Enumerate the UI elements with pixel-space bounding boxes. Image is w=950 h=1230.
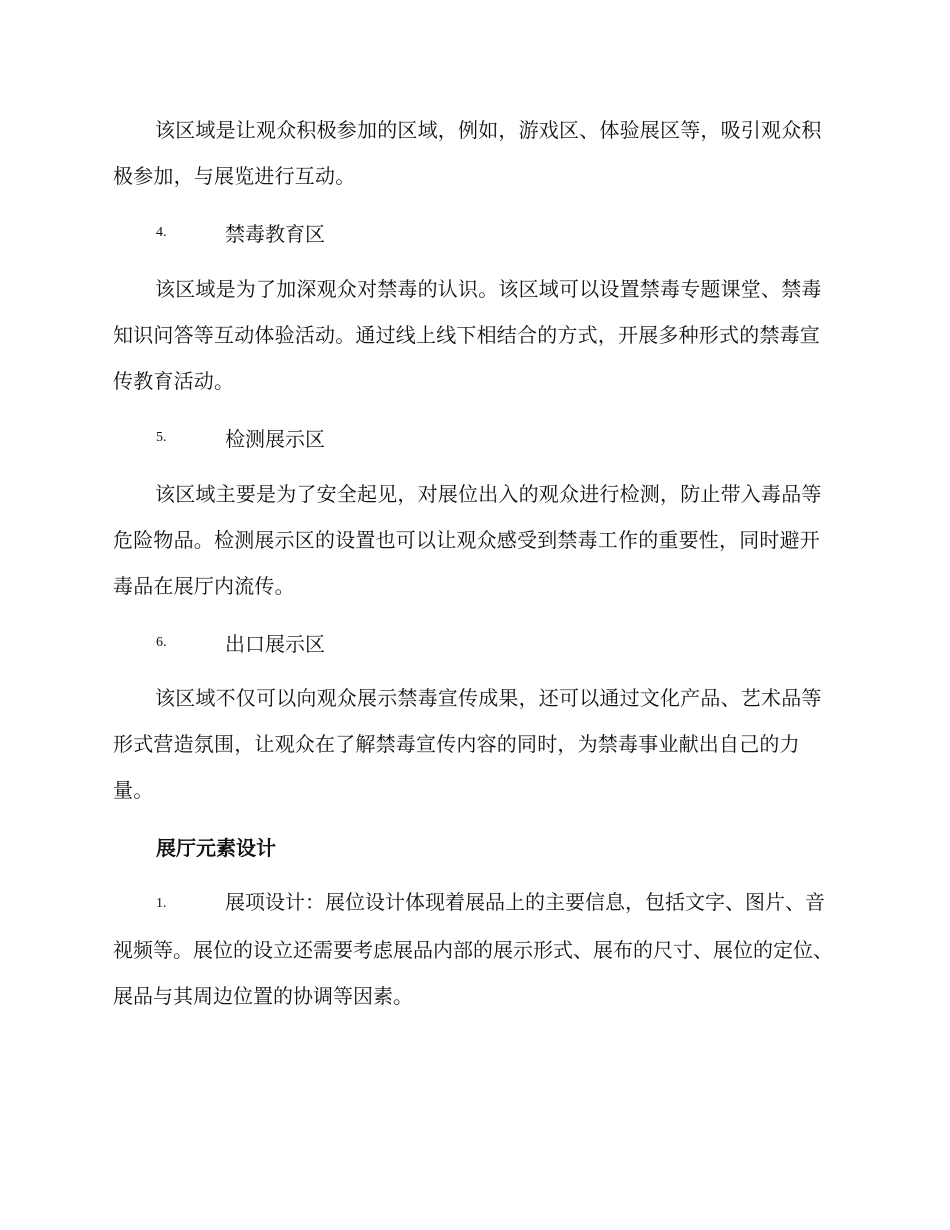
list-number: 4. bbox=[156, 225, 167, 240]
list-label: 检测展示区 bbox=[225, 427, 325, 451]
list-number: 5. bbox=[156, 430, 167, 445]
list-number: 6. bbox=[156, 635, 167, 650]
list-label: 出口展示区 bbox=[225, 632, 325, 656]
list-label: 禁毒教育区 bbox=[225, 222, 325, 246]
list-number: 1. bbox=[156, 896, 167, 911]
list-item-detection-zone bbox=[0, 423, 950, 453]
design-item-paragraph bbox=[113, 879, 835, 1019]
design-item-text: 展项设计：展位设计体现着展品上的主要信息，包括文字、图片、音视频等。展位的设立还需要考虑展品内部的展示形式、展布的尺寸、展位的定位、展品与其周边位置的协调等因素。 bbox=[113, 890, 833, 1008]
list-item-education-zone bbox=[0, 218, 950, 248]
section-heading: 展厅元素设计 bbox=[156, 836, 276, 860]
paragraph-interactive-zone: 该区域是让观众积极参加的区域，例如，游戏区、体验展区等，吸引观众积极参加，与展览进行互动。 bbox=[113, 118, 822, 188]
list-item-exit-zone bbox=[0, 628, 950, 658]
paragraph-education-zone: 该区域是为了加深观众对禁毒的认识。该区域可以设置禁毒专题课堂、禁毒知识问答等互动体验活动。通过线上线下相结合的方式，开展多种形式的禁毒宣传教育活动。 bbox=[113, 277, 822, 393]
paragraph-exit-zone: 该区域不仅可以向观众展示禁毒宣传成果，还可以通过文化产品、艺术品等形式营造氛围，让观众在了解禁毒宣传内容的同时，为禁毒事业献出自己的力量。 bbox=[113, 686, 822, 802]
paragraph-detection-zone: 该区域主要是为了安全起见，对展位出入的观众进行检测，防止带入毒品等危险物品。检测展示区的设置也可以让观众感受到禁毒工作的重要性，同时避开毒品在展厅内流传。 bbox=[113, 482, 822, 598]
